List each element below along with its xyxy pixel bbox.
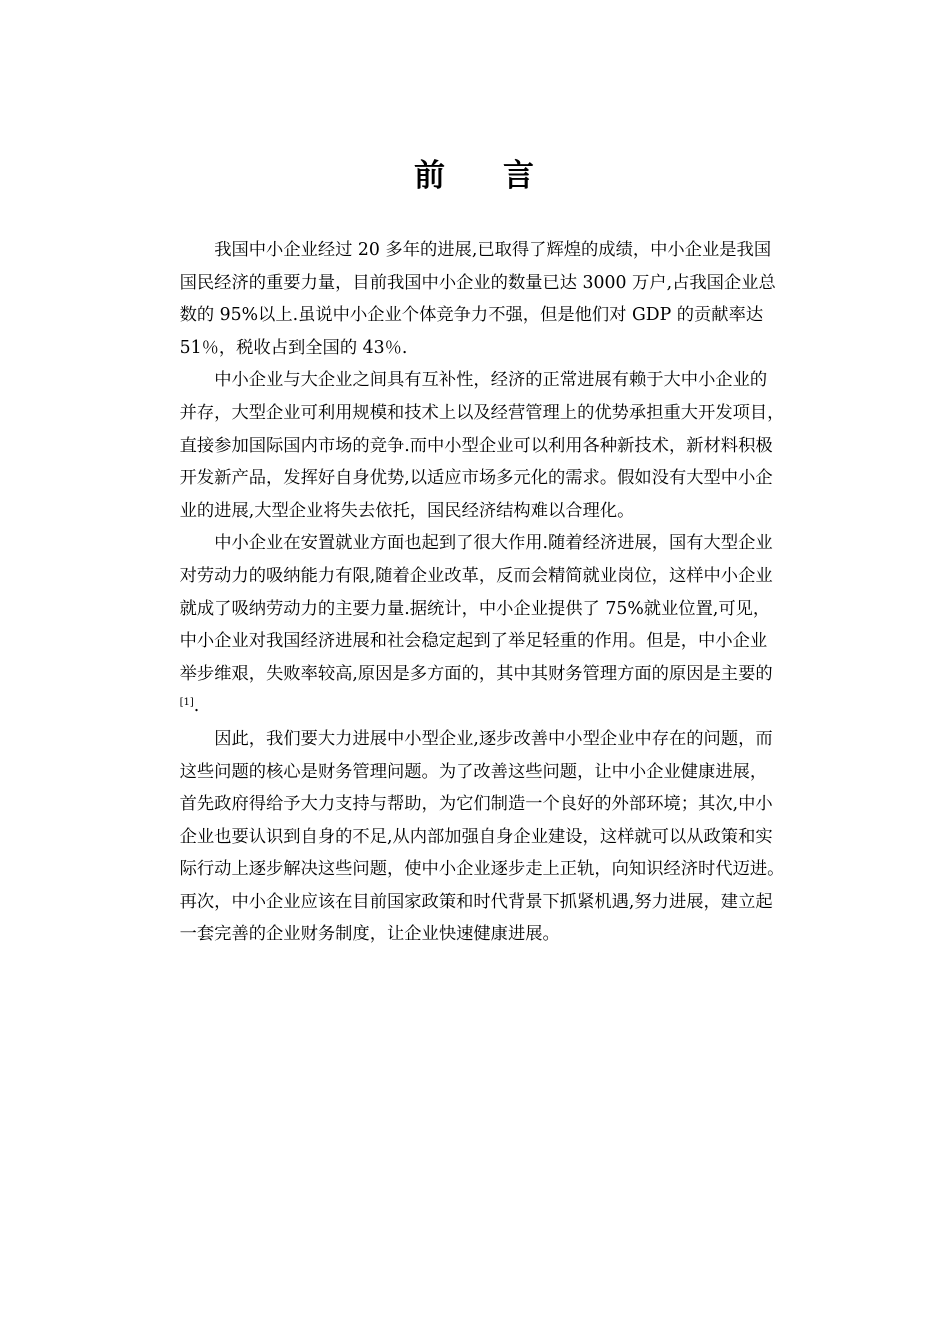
page-title — [0, 154, 950, 198]
paragraph-line: 51％，税收占到全国的 43％. — [179, 337, 408, 358]
citation-marker: [1] — [179, 697, 194, 709]
paragraph-line: 数的 95%以上.虽说中小企业个体竞争力不强，但是他们对 GDP 的贡献率达 — [179, 305, 764, 326]
paragraph-line: 这些问题的核心是财务管理问题。为了改善这些问题，让中小企业健康进展， — [179, 761, 768, 782]
paragraph-line: 我国中小企业经过 20 多年的进展,已取得了辉煌的成绩，中小企业是我国 — [214, 240, 772, 260]
paragraph-line: 首先政府得给予大力支持与帮助，为它们制造一个良好的外部环境；其次,中小 — [179, 794, 773, 815]
title-char-2: 言 — [503, 158, 536, 194]
paragraph-line: 开发新产品，发挥好自身优势,以适应市场多元化的需求。假如没有大型中小企 — [179, 468, 773, 489]
paragraph-line: 并存，大型企业可利用规模和技术上以及经营管理上的优势承担重大开发项目， — [179, 402, 785, 423]
paragraph-line: 业的进展,大型企业将失去依托，国民经济结构难以合理化。 — [179, 500, 635, 521]
paragraph-line: 对劳动力的吸纳能力有限,随着企业改革，反而会精简就业岗位，这样中小企业 — [179, 565, 773, 586]
citation-line — [145, 690, 825, 723]
paragraph-line: 中小企业与大企业之间具有互补性，经济的正常进展有赖于大中小企业的 — [214, 370, 768, 391]
paragraph-line: 中小企业在安置就业方面也起到了很大作用.随着经济进展，国有大型企业 — [214, 533, 773, 554]
paragraph-line: 际行动上逐步解决这些问题，使中小企业逐步走上正轨，向知识经济时代迈进。 — [179, 859, 785, 880]
paragraph-line: 举步维艰，失败率较高,原因是多方面的，其中其财务管理方面的原因是主要的 — [179, 663, 773, 684]
paragraph-line: 因此，我们要大力进展中小型企业,逐步改善中小型企业中存在的问题，而 — [214, 728, 773, 749]
paragraph-line: 一套完善的企业财务制度，让企业快速健康进展。 — [179, 924, 560, 945]
paragraph-3 — [145, 527, 825, 723]
paragraph-line: 中小企业对我国经济进展和社会稳定起到了举足轻重的作用。但是，中小企业 — [179, 631, 768, 652]
paragraph-line: 直接参加国际国内市场的竞争.而中小型企业可以利用各种新技术，新材料积极 — [179, 435, 773, 456]
paragraph-line: 再次，中小企业应该在目前国家政策和时代背景下抓紧机遇,努力进展，建立起 — [179, 891, 773, 912]
paragraph-2 — [145, 364, 825, 527]
paragraph-1 — [145, 234, 825, 364]
title-char-1: 前 — [414, 158, 447, 194]
paragraph-4 — [145, 723, 825, 951]
paragraph-line: 企业也要认识到自身的不足,从内部加强自身企业建设，这样就可以从政策和实 — [179, 826, 773, 847]
paragraph-line: 国民经济的重要力量，目前我国中小企业的数量已达 3000 万户,占我国企业总 — [179, 272, 776, 293]
paragraph-line: 就成了吸纳劳动力的主要力量.据统计，中小企业提供了 75%就业位置,可见， — [179, 598, 771, 619]
preface-body — [145, 234, 825, 951]
citation-tail: . — [193, 696, 200, 717]
